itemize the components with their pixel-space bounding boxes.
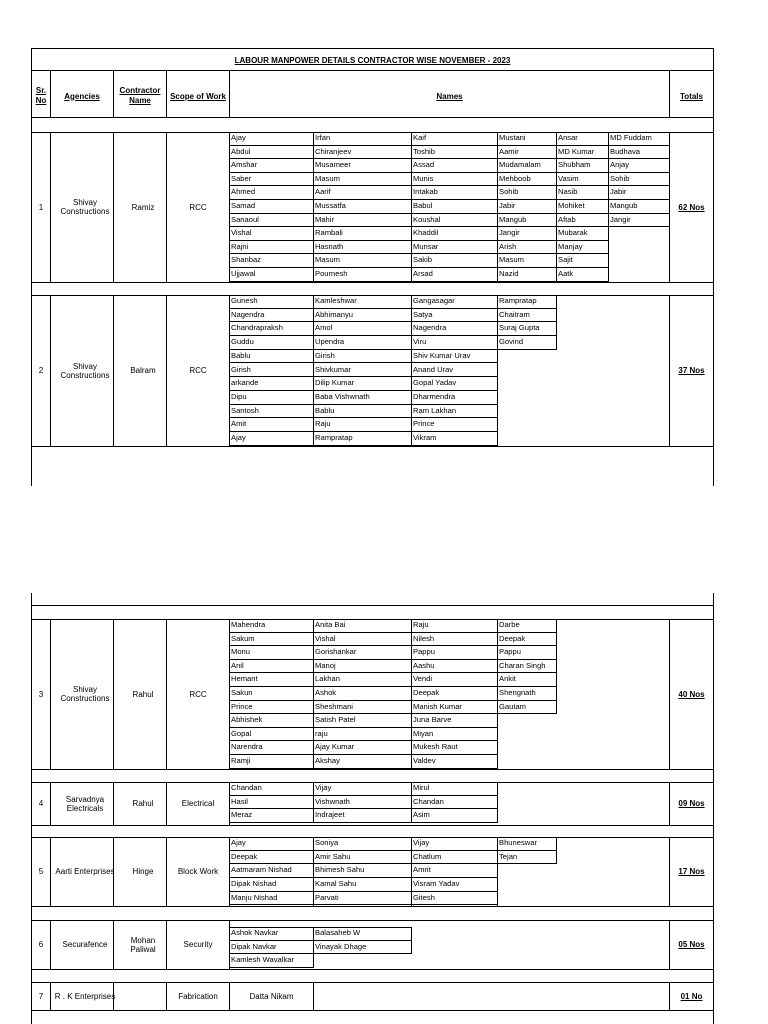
name-cell: Manish Kumar xyxy=(412,701,498,715)
name-cell: Sohib xyxy=(498,186,557,200)
name-cell: Dipu xyxy=(230,391,314,405)
name-cell: Valdev xyxy=(412,755,498,769)
name-cell: Rambali xyxy=(314,227,412,241)
name-cell: Gopal Yadav xyxy=(412,377,498,391)
name-cell: Mustani xyxy=(498,132,557,146)
name-cell: Vishal xyxy=(230,227,314,241)
name-cell: Asim xyxy=(412,809,498,823)
name-cell: Ashok Navkar xyxy=(230,927,314,941)
name-cell: Aatmaram Nishad xyxy=(230,864,314,878)
name-cell: Aarif xyxy=(314,186,412,200)
contractor-name: Ramiz xyxy=(131,202,155,212)
name-cell: Anil xyxy=(230,660,314,674)
contractor-name: Rahul xyxy=(132,689,154,699)
name-cell: Amir Sahu xyxy=(314,851,412,865)
name-cell: Sohib xyxy=(609,173,670,187)
row-total: 37 Nos xyxy=(678,366,705,375)
name-cell: Meraz xyxy=(230,809,314,823)
header-agencies: Agencies xyxy=(64,91,100,101)
name-cell: Anand Urav xyxy=(412,364,498,378)
agency: Aarti Enterprises xyxy=(55,867,115,876)
row-total: 17 Nos xyxy=(678,867,705,876)
name-cell: Arsad xyxy=(412,268,498,282)
name-cell: Kamleshwar xyxy=(314,295,412,309)
agency: Shivay Constructions xyxy=(60,198,110,216)
name-cell: Intakab xyxy=(412,186,498,200)
name-cell: Bablu xyxy=(230,350,314,364)
name-cell: Balasaheb W xyxy=(314,927,412,941)
name-cell: Prince xyxy=(412,418,498,432)
name-cell: Gunesh xyxy=(230,295,314,309)
name-cell: Vinayak Dhage xyxy=(314,941,412,955)
name-cell: Deepak xyxy=(412,687,498,701)
name-cell: Gorishankar xyxy=(314,646,412,660)
name-cell: Shubham xyxy=(557,159,609,173)
name-cell: Satya xyxy=(412,309,498,323)
name-cell: Miyan xyxy=(412,728,498,742)
name-cell: Irfan xyxy=(314,132,412,146)
agency: Shivay Constructions xyxy=(60,685,110,703)
name-cell: Chatlum xyxy=(412,851,498,865)
name-cell: Vikram xyxy=(412,432,498,446)
name-cell: Jabir xyxy=(498,200,557,214)
name-cell: Amrit xyxy=(412,864,498,878)
name-cell: Kamlesh Wavalkar xyxy=(230,954,314,968)
name-cell: Sakum xyxy=(230,633,314,647)
name-cell: Mahir xyxy=(314,214,412,228)
name-cell: Koushal xyxy=(412,214,498,228)
name-cell: Babul xyxy=(412,200,498,214)
name-cell: Datta Nikam xyxy=(249,991,294,1001)
name-cell: Suraj Gupta xyxy=(498,322,557,336)
scope-of-work: Electrical xyxy=(181,799,215,808)
header-scope: Scope of Work xyxy=(170,91,226,101)
name-cell: Mangub xyxy=(498,214,557,228)
name-cell: Jangir xyxy=(498,227,557,241)
name-cell: Ajay xyxy=(230,432,314,446)
scope-of-work: Security xyxy=(183,940,213,949)
name-cell: Upendra xyxy=(314,336,412,350)
name-cell: Ajay Kumar xyxy=(314,741,412,755)
name-cell: Vishwnath xyxy=(314,796,412,810)
name-cell: Ankit xyxy=(498,673,557,687)
name-cell: Baba Vishwnath xyxy=(314,391,412,405)
name-cell: Hasil xyxy=(230,796,314,810)
name-cell: Bhuneswar xyxy=(498,837,557,851)
name-cell: Lakhan xyxy=(314,673,412,687)
name-cell: Chaitram xyxy=(498,309,557,323)
sr-no: 3 xyxy=(38,689,44,699)
name-cell: Girish xyxy=(314,350,412,364)
name-cell: Ramji xyxy=(230,755,314,769)
contractor-name: Mohan Paliwal xyxy=(130,935,156,954)
name-cell: Dipak Navkar xyxy=(230,941,314,955)
name-cell: Masum xyxy=(314,254,412,268)
name-cell: Masum xyxy=(498,254,557,268)
name-cell: Ashok xyxy=(314,687,412,701)
name-cell: Ahmed xyxy=(230,186,314,200)
name-cell: Ujjawal xyxy=(230,268,314,282)
name-cell: Bhimesh Sahu xyxy=(314,864,412,878)
name-cell: Kaif xyxy=(412,132,498,146)
name-cell: Ajay xyxy=(230,132,314,146)
name-cell: Deepak xyxy=(230,851,314,865)
name-cell: Toshib xyxy=(412,146,498,160)
row-total: 40 Nos xyxy=(678,689,705,699)
name-cell: Raju xyxy=(412,619,498,633)
name-cell: Aftab xyxy=(557,214,609,228)
name-cell: Saber xyxy=(230,173,314,187)
name-cell: MD Kumar xyxy=(557,146,609,160)
name-cell: Bablu xyxy=(314,405,412,419)
name-cell: Nagendra xyxy=(412,322,498,336)
sr-no: 6 xyxy=(38,940,44,949)
name-cell: Jabir xyxy=(609,186,670,200)
name-cell: Mohiket xyxy=(557,200,609,214)
agency: Sarvadnya Electricals xyxy=(65,794,105,813)
name-cell: Jangir xyxy=(609,214,670,228)
name-cell: Viru xyxy=(412,336,498,350)
name-cell: Musameer xyxy=(314,159,412,173)
name-cell: Dilip Kumar xyxy=(314,377,412,391)
name-cell: Manoj xyxy=(314,660,412,674)
name-cell: Shiv Kumar Urav xyxy=(412,350,498,364)
row-total: 09 Nos xyxy=(678,799,705,808)
name-cell: Chandan xyxy=(230,782,314,796)
name-cell: Monu xyxy=(230,646,314,660)
name-cell: Santosh xyxy=(230,405,314,419)
agency: Shivay Constructions xyxy=(60,361,110,380)
name-cell: Mangub xyxy=(609,200,670,214)
name-cell: Dharmendra xyxy=(412,391,498,405)
name-cell: Vishal xyxy=(314,633,412,647)
name-cell: Amit xyxy=(230,418,314,432)
name-cell: Parvati xyxy=(314,892,412,906)
scope-of-work: RCC xyxy=(189,689,207,699)
name-cell: Sanaoul xyxy=(230,214,314,228)
name-cell: Gangasagar xyxy=(412,295,498,309)
name-cell: Nazid xyxy=(498,268,557,282)
name-cell: Sakib xyxy=(412,254,498,268)
name-cell: Samad xyxy=(230,200,314,214)
name-cell: Vendi xyxy=(412,673,498,687)
row-total: 05 Nos xyxy=(678,940,705,949)
name-cell: Amol xyxy=(314,322,412,336)
name-cell: Hasnath xyxy=(314,241,412,255)
name-cell: Sajit xyxy=(557,254,609,268)
header-totals: Totals xyxy=(680,91,703,101)
scope-of-work: RCC xyxy=(189,202,207,212)
name-cell: Kamal Sahu xyxy=(314,878,412,892)
name-cell: Mudamalam xyxy=(498,159,557,173)
name-cell: Ram Lakhan xyxy=(412,405,498,419)
name-cell: arkande xyxy=(230,377,314,391)
scope-of-work: RCC xyxy=(189,366,207,375)
name-cell: Rampratap xyxy=(314,432,412,446)
name-cell: Gautam xyxy=(498,701,557,715)
header-sr-no: Sr. No xyxy=(35,86,47,105)
name-cell: Manju Nishad xyxy=(230,892,314,906)
name-cell: Khaddil xyxy=(412,227,498,241)
name-cell: Ajay xyxy=(230,837,314,851)
name-cell: Guddu xyxy=(230,336,314,350)
name-cell: Satish Patel xyxy=(314,714,412,728)
name-cell: Juna Barve xyxy=(412,714,498,728)
name-cell: Prince xyxy=(230,701,314,715)
name-cell: Abhimanyu xyxy=(314,309,412,323)
name-cell: Visram Yadav xyxy=(412,878,498,892)
sr-no: 7 xyxy=(38,991,44,1001)
name-cell: Munsar xyxy=(412,241,498,255)
name-cell: Hemant xyxy=(230,673,314,687)
name-cell: Pappu xyxy=(498,646,557,660)
name-cell: Shivkumar xyxy=(314,364,412,378)
name-cell: Deepak xyxy=(498,633,557,647)
name-cell: Budhava xyxy=(609,146,670,160)
contractor-name: Rahul xyxy=(132,799,154,808)
name-cell: Girish xyxy=(230,364,314,378)
name-cell: Chandan xyxy=(412,796,498,810)
name-cell: Abhishek xyxy=(230,714,314,728)
name-cell: Masum xyxy=(314,173,412,187)
name-cell: raju xyxy=(314,728,412,742)
name-cell: Abdul xyxy=(230,146,314,160)
name-cell: Arish xyxy=(498,241,557,255)
contractor-name xyxy=(114,982,172,1010)
name-cell: Mirul xyxy=(412,782,498,796)
name-cell: Anita Bai xyxy=(314,619,412,633)
name-cell: Narendra xyxy=(230,741,314,755)
name-cell: Akshay xyxy=(314,755,412,769)
name-cell: Vijay xyxy=(412,837,498,851)
name-cell: Gopal xyxy=(230,728,314,742)
name-cell: Nagendra xyxy=(230,309,314,323)
name-cell: Darbe xyxy=(498,619,557,633)
name-cell: Rampratap xyxy=(498,295,557,309)
name-cell: Sheshmani xyxy=(314,701,412,715)
name-cell: Mukesh Raut xyxy=(412,741,498,755)
name-cell: Raju xyxy=(314,418,412,432)
row-total: 62 Nos xyxy=(678,202,705,212)
name-cell: Gitesh xyxy=(412,892,498,906)
name-cell: Rajni xyxy=(230,241,314,255)
contractor-name: Balram xyxy=(130,366,156,375)
name-cell: Aamir xyxy=(498,146,557,160)
name-cell: Vijay xyxy=(314,782,412,796)
agency: R . K Enterprises xyxy=(54,991,116,1001)
name-cell: Amshar xyxy=(230,159,314,173)
name-cell: Munis xyxy=(412,173,498,187)
contractor-name: Hinge xyxy=(132,867,154,876)
sr-no: 5 xyxy=(38,867,44,876)
row-divider xyxy=(313,982,314,1011)
header-names: Names xyxy=(436,91,463,101)
name-cell: Dipak Nishad xyxy=(230,878,314,892)
name-cell: Chiranjeev xyxy=(314,146,412,160)
name-cell: Mehboob xyxy=(498,173,557,187)
name-cell: Tejan xyxy=(498,851,557,865)
scope-of-work: Block Work xyxy=(177,867,219,876)
sr-no: 1 xyxy=(38,202,44,212)
name-cell: Aashu xyxy=(412,660,498,674)
name-cell: Chandrapraksh xyxy=(230,322,314,336)
name-cell: Shanbaz xyxy=(230,254,314,268)
row-total: 01 No xyxy=(680,991,703,1001)
name-cell: Shengnath xyxy=(498,687,557,701)
name-cell: Nasib xyxy=(557,186,609,200)
scope-of-work: Fabrication xyxy=(178,991,218,1001)
name-cell: Anjay xyxy=(609,159,670,173)
name-cell: Assad xyxy=(412,159,498,173)
name-cell: Pappu xyxy=(412,646,498,660)
sr-no: 4 xyxy=(38,799,44,808)
name-cell: Indrajeet xyxy=(314,809,412,823)
name-cell: MD Fuddam xyxy=(609,132,670,146)
name-cell: Govind xyxy=(498,336,557,350)
name-cell: Charan Singh xyxy=(498,660,557,674)
agency: Securafence xyxy=(62,940,108,949)
name-cell: Ansar xyxy=(557,132,609,146)
name-cell: Mussatfa xyxy=(314,200,412,214)
name-cell: Mahendra xyxy=(230,619,314,633)
name-cell: Aatk xyxy=(557,268,609,282)
name-cell: Vasim xyxy=(557,173,609,187)
sr-no: 2 xyxy=(38,366,44,375)
header-contractor-name: Contractor Name xyxy=(119,86,161,105)
name-cell: Sakun xyxy=(230,687,314,701)
name-cell: Manjay xyxy=(557,241,609,255)
page-title: LABOUR MANPOWER DETAILS CONTRACTOR WISE NOVEMBER - 2023 xyxy=(234,56,511,65)
name-cell: Soniya xyxy=(314,837,412,851)
name-cell: Pournesh xyxy=(314,268,412,282)
name-cell: Mubarak xyxy=(557,227,609,241)
name-cell: Nilesh xyxy=(412,633,498,647)
